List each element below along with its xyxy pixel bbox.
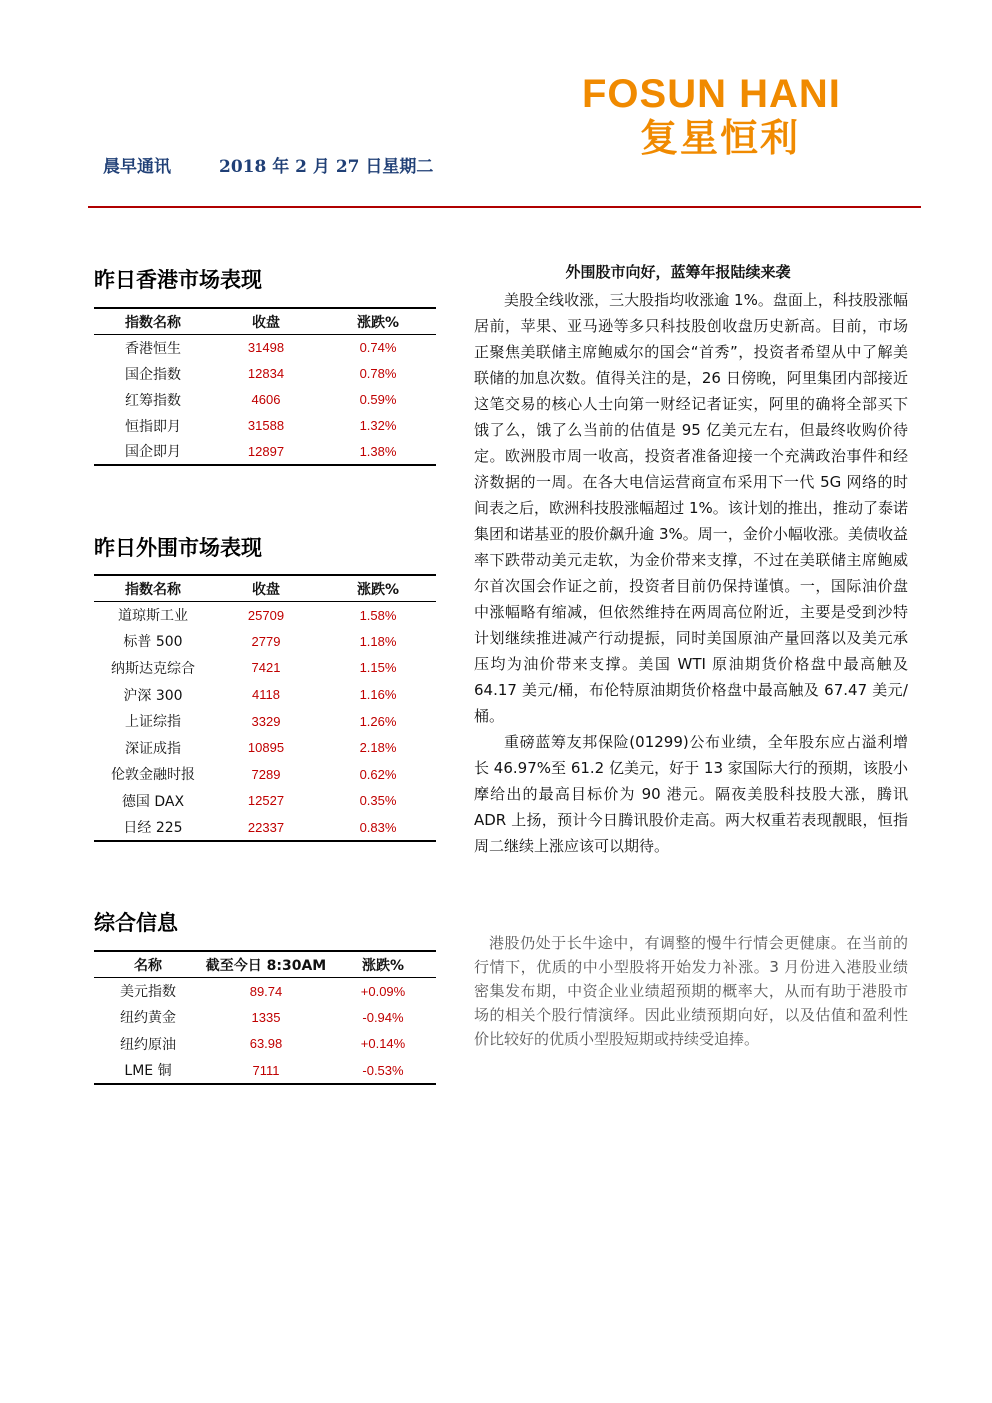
close-value: 2779 — [251, 633, 281, 649]
table-row — [94, 788, 436, 815]
column-header: 截至今日 8:30AM — [202, 951, 330, 978]
market-outlook — [474, 931, 908, 1051]
change-percent: 1.38% — [320, 439, 436, 465]
article-body — [474, 287, 908, 859]
change-percent: 1.18% — [359, 633, 397, 649]
close-value: 12897 — [212, 439, 320, 465]
table-row — [94, 439, 436, 465]
global-market-table — [94, 574, 436, 842]
column-header: 涨跌% — [330, 951, 436, 978]
table-row — [94, 814, 436, 841]
index-name: 纽约原油 — [120, 1036, 176, 1053]
table-row — [94, 708, 436, 735]
column-header: 涨跌% — [320, 575, 436, 602]
change-percent: 0.62% — [359, 766, 397, 782]
table-row — [94, 761, 436, 788]
composite-info-title: 综合信息 — [94, 911, 178, 935]
change-percent: 0.74% — [359, 340, 397, 356]
close-value: 7289 — [251, 766, 281, 782]
table-row — [94, 628, 436, 655]
article-headline: 外围股市向好，蓝筹年报陆续来袭 — [565, 263, 791, 281]
close-value: 4118 — [252, 687, 280, 703]
index-name: 伦敦金融时报 — [111, 767, 195, 784]
outlook-paragraph: 港股仍处于长牛途中，有调整的慢牛行情会更健康。在当前的行情下，优质的中小型股将开始发力补涨。3 月份进入港股业绩密集发布期，中资企业业绩超预期的概率大，从而有助于港股市场的相关个股行情演绎。因此业绩预期向好，以及估值和盈利性价比较好的优质小型股短期或持续受追捧。 — [474, 934, 908, 1048]
change-percent: 1.15% — [359, 660, 397, 676]
change-percent: 0.83% — [320, 814, 436, 841]
index-name: 深证成指 — [125, 740, 181, 757]
index-name: 日经 225 — [94, 814, 212, 841]
table-row — [94, 681, 436, 708]
header-divider — [88, 206, 921, 208]
change-percent: 1.26% — [359, 713, 397, 729]
change-percent: 0.35% — [359, 793, 397, 809]
table-row — [94, 978, 436, 1005]
index-name: LME 铜 — [94, 1057, 202, 1084]
change-percent: -0.53% — [330, 1057, 436, 1084]
index-name: 纳斯达克综合 — [111, 660, 195, 677]
index-name: 标普 500 — [123, 634, 183, 651]
change-percent: 1.32% — [359, 418, 397, 433]
column-header: 指数名称 — [94, 575, 212, 602]
index-name: 道琼斯工业 — [118, 608, 188, 625]
close-value: 89.74 — [249, 983, 283, 999]
close-value: 4606 — [251, 392, 281, 407]
table-row — [94, 1057, 436, 1084]
report-header — [103, 152, 433, 177]
close-value: 12834 — [247, 366, 285, 381]
logo-english: FOSUN HANI — [582, 72, 841, 116]
article-paragraph: 美股全线收涨，三大股指均收涨逾 1%。盘面上，科技股涨幅居前，苹果、亚马逊等多只科技股创收盘历史新高。目前，市场正聚焦美联储主席鲍威尔的国会“首秀”，投资者希望从中了解美联储的加息次数。值得关注的是，26 日傍晚，阿里集团内部接近这笔交易的核心人士向第一财经记者证实，阿里的确将全部买下饿了么，饿了么当前的估值是 95 亿美元左右，但最终收购价待定。欧洲股市周一收高，投资者准备迎接一个充满政治事件和经济数据的一周。在各大电信运营商宣布采用下一代 5G 网络的时间表之后，欧洲科技股涨幅超过 1%。该计划的推出，推动了泰诺集团和诺基亚的股价飙升逾 3%。周一，金价小幅收涨。美债收益率下跌带动美元走软，为金价带来支撑，不过在美联储主席鲍威尔首次国会作证之前，投资者目前仍保持谨慎。一，国际油价盘中涨幅略有缩减，但依然维持在两周高位附近，主要是受到沙特计划继续推进减产行动提振，同时美国原油产量回落以及美元承压均为油价带来支撑。美国 WTI 原油期货价格盘中最高触及 64.17 美元/桶，布伦特原油期货价格盘中最高触及 67.47 美元/桶。 — [474, 291, 908, 725]
index-name: 国企即月 — [94, 439, 212, 465]
close-value: 31588 — [247, 418, 285, 433]
table-row — [94, 655, 436, 682]
hk-market-title: 昨日香港市场表现 — [94, 268, 262, 292]
table-row — [94, 387, 436, 413]
change-percent: +0.09% — [360, 983, 406, 999]
close-value: 1335 — [251, 1009, 281, 1025]
close-value: 25709 — [247, 607, 285, 623]
index-name: 香港恒生 — [125, 340, 181, 357]
column-header: 名称 — [94, 951, 202, 978]
column-header: 收盘 — [212, 308, 320, 335]
table-row — [94, 602, 436, 629]
index-name: 纽约黄金 — [120, 1010, 176, 1027]
index-name: 沪深 300 — [123, 687, 183, 704]
global-market-title: 昨日外围市场表现 — [94, 536, 262, 560]
change-percent: 0.78% — [359, 366, 397, 381]
column-header: 收盘 — [212, 575, 320, 602]
index-name: 红筹指数 — [125, 392, 181, 409]
close-value: 12527 — [247, 793, 285, 809]
index-name: 恒指即月 — [125, 418, 181, 435]
composite-info-table — [94, 950, 436, 1085]
table-row — [94, 413, 436, 439]
change-percent: 1.16% — [359, 687, 397, 703]
close-value: 31498 — [247, 340, 285, 356]
close-value: 7421 — [251, 660, 281, 676]
close-value: 10895 — [247, 740, 285, 756]
report-title: 晨早通讯 — [103, 157, 171, 177]
hk-market-table — [94, 307, 436, 466]
change-percent: 2.18% — [359, 740, 397, 756]
close-value: 63.98 — [249, 1036, 283, 1052]
table-row — [94, 335, 436, 361]
report-date: 2018 年 2 月 27 日星期二 — [219, 157, 434, 177]
column-header: 涨跌% — [320, 308, 436, 335]
index-name: 上证综指 — [125, 714, 181, 731]
article-paragraph: 重磅蓝筹友邦保险(01299)公布业绩，全年股东应占溢利增长 46.97%至 61.2 亿美元，好于 13 家国际大行的预期，该股小摩给出的最高目标价为 90 港元。隔夜美股科技股大涨，腾讯 ADR 上扬，预计今日腾讯股价走高。两大权重若表现靓眼，恒指周二继续上涨应该可以期待。 — [474, 733, 908, 855]
table-row — [94, 1004, 436, 1031]
close-value: 22337 — [212, 814, 320, 841]
table-row — [94, 1031, 436, 1058]
change-percent: -0.94% — [362, 1009, 404, 1025]
close-value: 3329 — [251, 713, 281, 729]
index-name: 美元指数 — [120, 984, 176, 1001]
change-percent: 1.58% — [359, 607, 397, 623]
table-row — [94, 361, 436, 387]
logo-chinese: 复星恒利 — [640, 116, 801, 160]
company-logo — [582, 72, 892, 160]
table-row — [94, 734, 436, 761]
index-name: 国企指数 — [125, 366, 181, 383]
index-name: 德国 DAX — [121, 793, 185, 810]
close-value: 7111 — [202, 1057, 330, 1084]
column-header: 指数名称 — [94, 308, 212, 335]
change-percent: 0.59% — [359, 392, 397, 407]
change-percent: +0.14% — [360, 1036, 406, 1052]
